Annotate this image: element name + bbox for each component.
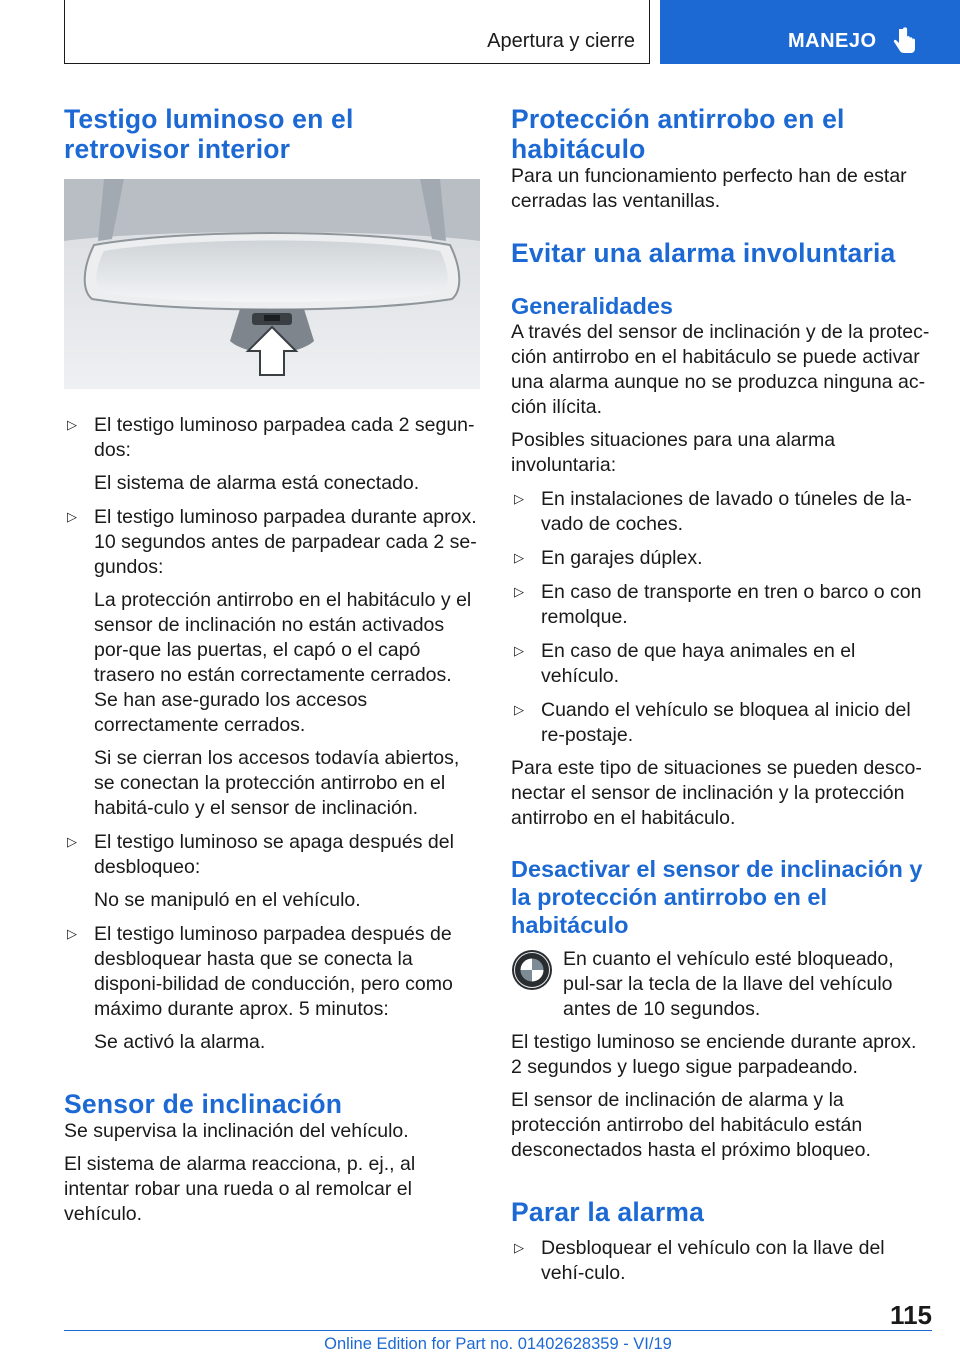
stop-alarm-heading: Parar la alarma [511,1197,705,1227]
avoid-alarm-heading: Evitar una alarma involuntaria [511,238,896,268]
bullet-triangle-icon: ▷ [67,509,77,524]
interior-protection-heading: Protección antirrobo en el habitáculo [511,104,845,164]
tilt-sensor-heading: Sensor de inclinación [64,1089,343,1119]
edition-footer: Online Edition for Part no. 01402628359 - VI/19 [324,1335,672,1353]
header-section-box [64,0,650,64]
list-item-text: El testigo luminoso parpadea cada 2 segun‐dos: [94,414,475,461]
list-item [511,546,931,571]
stop-alarm-list [511,1236,931,1286]
deactivate-heading: Desactivar el sensor de inclinación y la protección antirrobo en el habitáculo [511,856,923,938]
hand-pointer-icon [892,26,922,56]
list-item-result: Si se cierran los accesos todavía abiertos, se conectan la protección antirrobo en el habitá‐culo y el sensor de inclinación. [94,747,460,819]
list-item-text: En garajes dúplex. [541,547,703,569]
bullet-triangle-icon: ▷ [514,702,524,717]
bullet-triangle-icon: ▷ [514,1240,524,1255]
list-item [511,1236,931,1286]
list-item [64,413,480,496]
list-item [511,639,931,689]
bullet-triangle-icon: ▷ [67,834,77,849]
list-item-text: El testigo luminoso parpadea después de desbloquear hasta que se conecta la disponi‐bilidad de conducción, pero como máximo durante aprox. 5 minutos: [94,923,453,1020]
list-item-text: En caso de transporte en tren o barco o con remolque. [541,581,922,628]
interior-protection-intro: Para un funcionamiento perfecto han de estar cerradas las ventanillas. [511,165,907,212]
bullet-triangle-icon: ▷ [514,584,524,599]
page-number: 115 [890,1300,932,1330]
list-item [64,505,480,821]
list-item [511,487,931,537]
list-item-text: Cuando el vehículo se bloquea al inicio del re‐postaje. [541,699,911,746]
bullet-triangle-icon: ▷ [67,926,77,941]
bullet-triangle-icon: ▷ [67,417,77,432]
section-title: Apertura y cierre [487,30,635,52]
list-item [64,830,480,913]
tilt-sensor-text: El sistema de alarma reacciona, p. ej., al intentar robar una rueda o al remolcar el vehículo. [64,1153,416,1225]
list-item [511,698,931,748]
right-column [511,104,931,1286]
list-item-result: Se activó la alarma. [94,1031,266,1053]
list-item-text: Desbloquear el vehículo con la llave del vehí‐culo. [541,1237,885,1284]
list-item-text: El testigo luminoso se apaga después del desbloqueo: [94,831,454,878]
tilt-sensor-text: Se supervisa la inclinación del vehículo. [64,1120,409,1142]
header-chapter-tab[interactable] [660,0,960,64]
bmw-key-button-icon [511,949,553,991]
bullet-triangle-icon: ▷ [514,550,524,565]
deactivate-text: El sensor de inclinación de alarma y la protección antirrobo del habitáculo están desconectados hasta el próximo bloqueo. [511,1089,871,1161]
general-text: A través del sensor de inclinación y de la protec‐ción antirrobo en el habitáculo se puede activar una alarma aunque no se produzca ninguna ac‐ción ilícita. [511,321,930,418]
mirror-indicator-heading: Testigo luminoso en el retrovisor interior [64,104,354,164]
deactivate-instruction [511,947,931,1022]
left-column [64,104,480,1227]
mirror-indicator-list [64,413,480,1055]
general-text: Para este tipo de situaciones se pueden desco‐nectar el sensor de inclinación y la protección antirrobo en el habitáculo. [511,757,922,829]
list-item-result: El sistema de alarma está conectado. [94,472,420,494]
deactivate-text: El testigo luminoso se enciende durante aprox. 2 segundos y luego sigue parpadeando. [511,1031,917,1078]
list-item-text: En instalaciones de lavado o túneles de la‐vado de coches. [541,488,912,535]
general-heading: Generalidades [511,293,673,319]
list-item-result: La protección antirrobo en el habitáculo y el sensor de inclinación no están activados por‐que las puertas, el capó o el capó trasero no están correctamente cerrados. Se han ase‐gurado los accesos correctamente cerrados. [94,589,472,736]
list-item-result: No se manipuló en el vehículo. [94,889,361,911]
footer-divider [64,1330,932,1331]
rearview-mirror-illustration [64,179,480,389]
deactivate-text: En cuanto el vehículo esté bloqueado, pul‐sar la tecla de la llave del vehículo antes de 10 segundos. [563,948,894,1020]
list-item [511,580,931,630]
bullet-triangle-icon: ▷ [514,643,524,658]
situations-list [511,487,931,748]
list-item-text: El testigo luminoso parpadea durante aprox. 10 segundos antes de parpadear cada 2 se‐gundos: [94,506,477,578]
chapter-title: MANEJO [788,30,877,52]
list-item-text: En caso de que haya animales en el vehículo. [541,640,856,687]
general-text: Posibles situaciones para una alarma involuntaria: [511,429,836,476]
list-item [64,922,480,1055]
bullet-triangle-icon: ▷ [514,491,524,506]
